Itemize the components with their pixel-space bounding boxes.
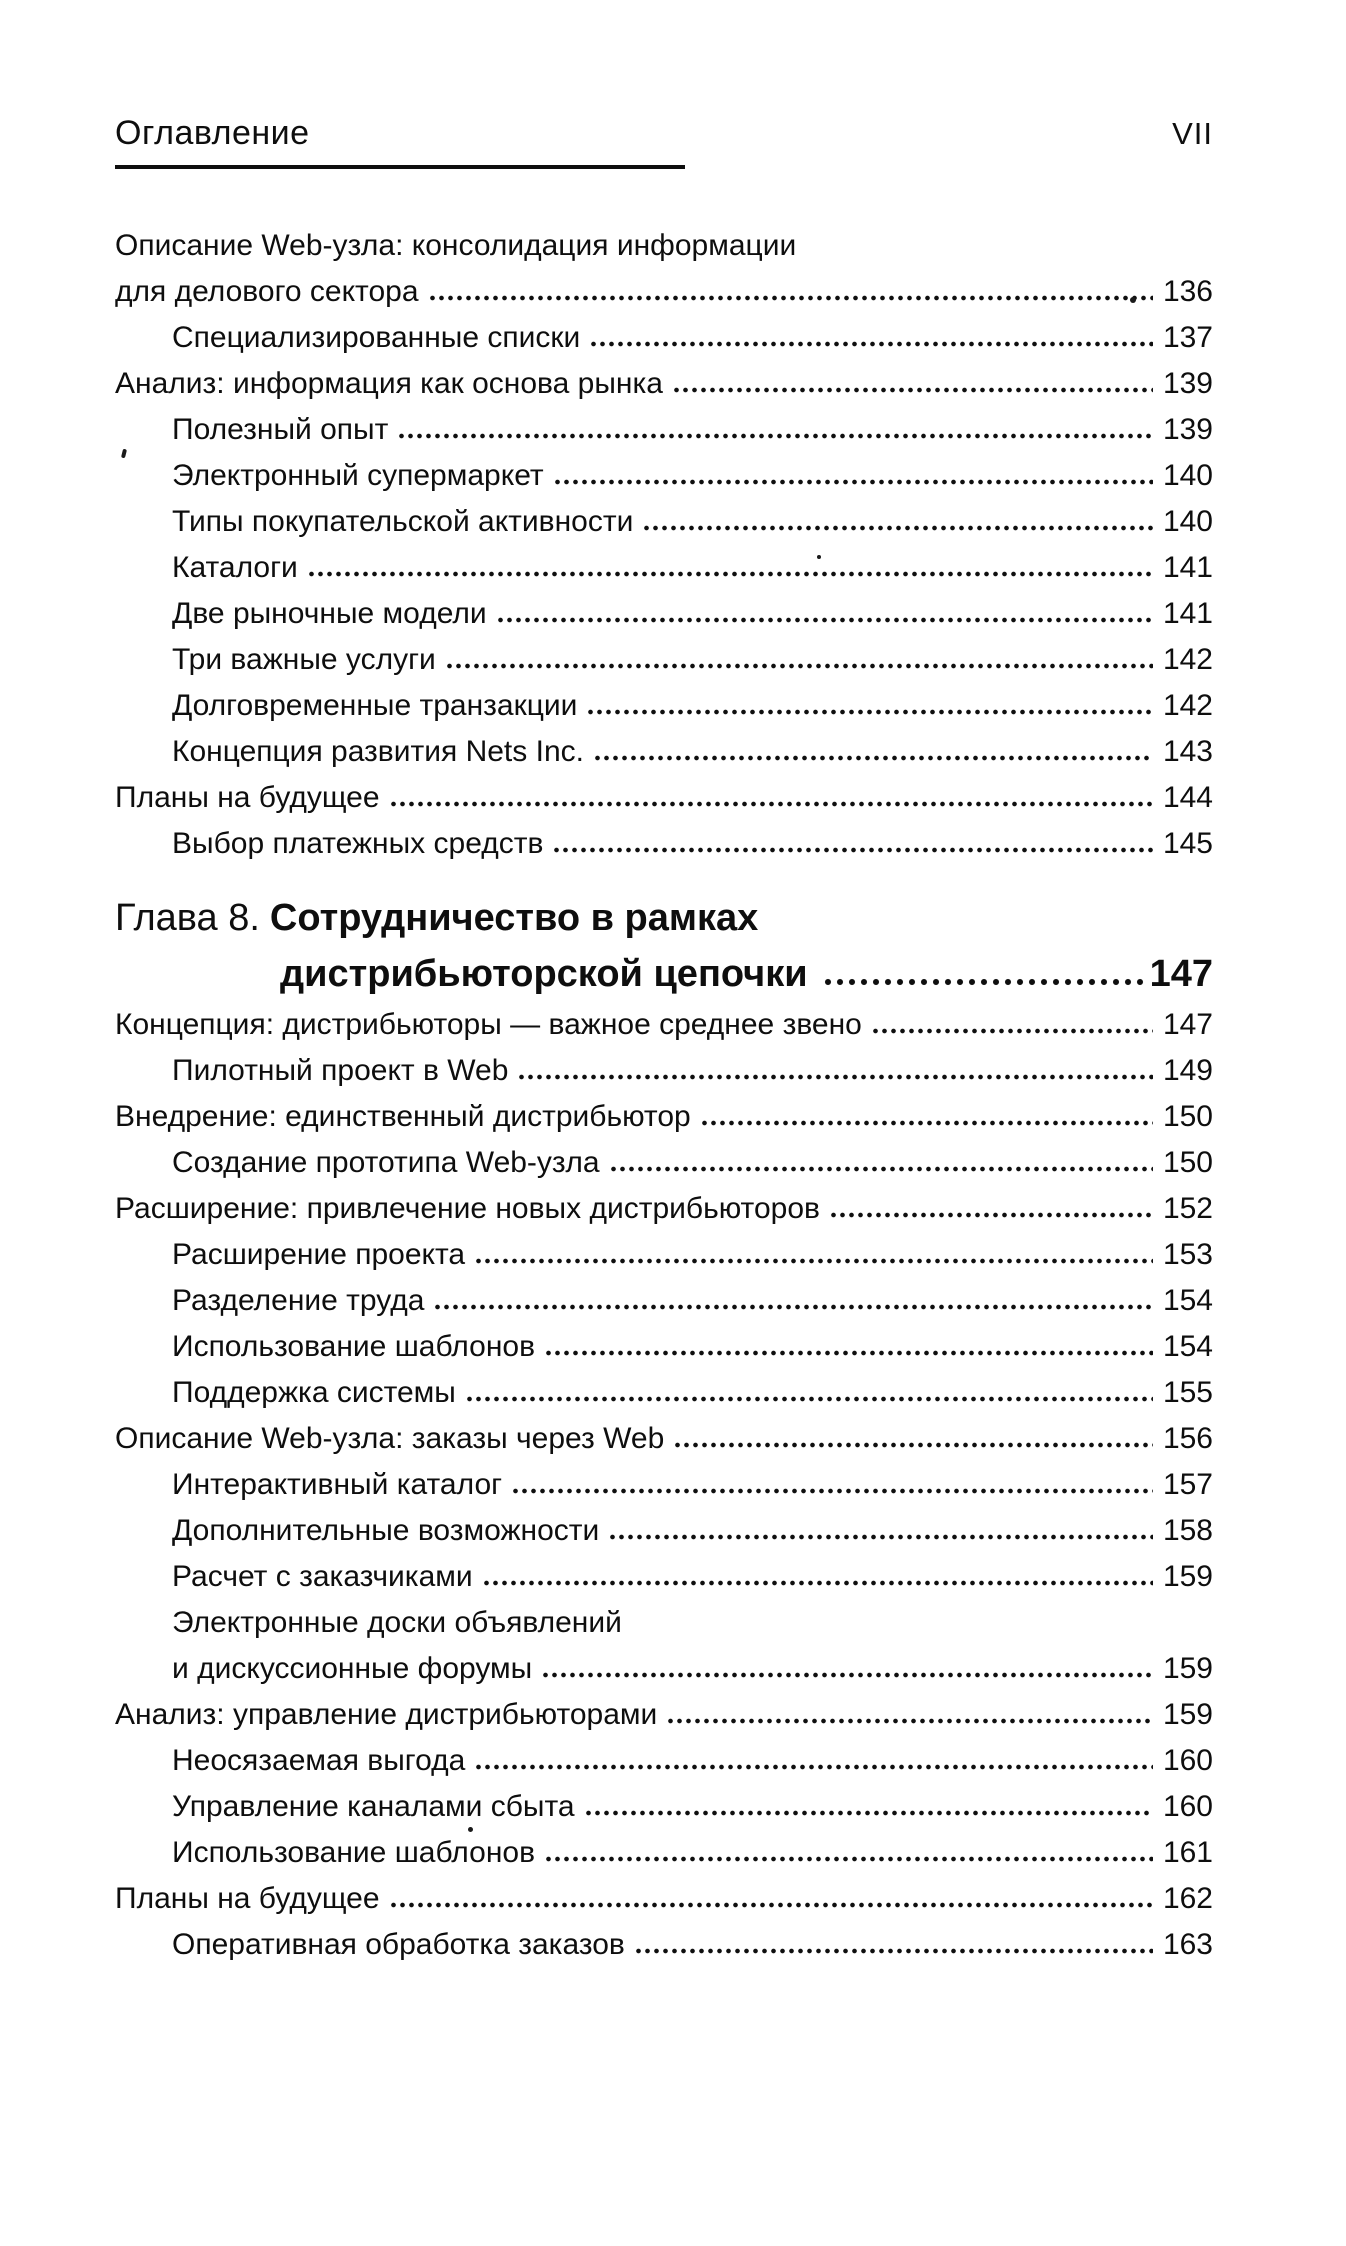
dot-leader	[474, 1258, 1153, 1264]
toc-entry-text: Выбор платежных средств	[172, 827, 544, 860]
dot-leader	[700, 1120, 1153, 1126]
toc-entry-text: Неосязаемая выгода	[172, 1744, 466, 1777]
toc-page-number: 150	[1162, 1146, 1213, 1179]
dot-leader	[465, 1396, 1153, 1402]
toc-entry-text: для делового сектора	[115, 275, 419, 308]
dot-leader	[544, 1856, 1153, 1862]
toc-entry-text: Поддержка системы	[172, 1376, 456, 1409]
toc-entry-row	[115, 1692, 1213, 1738]
dot-leader	[608, 1534, 1153, 1540]
toc-entry-text: Концепция развития Nets Inc.	[172, 735, 584, 768]
toc-entry	[115, 683, 1213, 729]
toc-entry	[115, 453, 1213, 499]
scan-speck	[1130, 297, 1136, 303]
dot-leader	[589, 341, 1153, 347]
toc-entry-row	[115, 1278, 1213, 1324]
toc-section-top	[115, 223, 1213, 867]
chapter-title-line2: дистрибьюторской цепочки	[280, 953, 808, 995]
toc-page-number: 140	[1162, 505, 1213, 538]
toc-entry	[115, 407, 1213, 453]
toc-entry-row	[115, 1508, 1213, 1554]
dot-leader	[482, 1580, 1153, 1586]
toc-entry-row	[115, 1002, 1213, 1048]
toc-page-number: 152	[1162, 1192, 1213, 1225]
toc-page-number: 160	[1162, 1744, 1213, 1777]
toc-entry	[115, 1002, 1213, 1048]
toc-entry	[115, 637, 1213, 683]
chapter-page-number: 147	[1149, 953, 1213, 995]
toc-entry-text: Планы на будущее	[115, 1882, 380, 1915]
toc-page-number: 159	[1162, 1698, 1213, 1731]
toc-page-number: 140	[1162, 459, 1213, 492]
toc-entry-row	[115, 1140, 1213, 1186]
toc-entry	[115, 1278, 1213, 1324]
toc-page-number: 150	[1162, 1100, 1213, 1133]
header-rule	[115, 165, 685, 169]
toc-page-number: 141	[1162, 551, 1213, 584]
chapter-number: Глава 8.	[115, 897, 260, 939]
toc-entry-text: Расширение проекта	[172, 1238, 466, 1271]
toc-page-number: 155	[1162, 1376, 1213, 1409]
dot-leader	[397, 433, 1153, 439]
toc-entry-row	[115, 1094, 1213, 1140]
toc-entry	[115, 1048, 1213, 1094]
toc-entry-text: Расчет с заказчиками	[172, 1560, 473, 1593]
toc-entry	[115, 1600, 1213, 1692]
toc-entry-row	[115, 545, 1213, 591]
toc-entry-text: Интерактивный каталог	[172, 1468, 503, 1501]
toc-entry	[115, 729, 1213, 775]
toc-entry	[115, 499, 1213, 545]
toc-entry	[115, 775, 1213, 821]
toc-entry-row	[115, 1232, 1213, 1278]
toc-entry-text: Концепция: дистрибьюторы — важное среднее звено	[115, 1008, 862, 1041]
toc-entry-text: Использование шаблонов	[172, 1836, 536, 1869]
toc-entry	[115, 591, 1213, 637]
toc-entry-text: Использование шаблонов	[172, 1330, 536, 1363]
toc-entry-row	[115, 407, 1213, 453]
toc-entry-row	[115, 269, 1213, 315]
toc-entry-row	[115, 499, 1213, 545]
toc-page-number: 139	[1162, 413, 1213, 446]
toc-entry	[115, 1416, 1213, 1462]
toc-entry	[115, 1186, 1213, 1232]
toc-entry-row	[115, 1554, 1213, 1600]
toc-page-number: 144	[1162, 781, 1213, 814]
toc-entry-text: и дискуссионные форумы	[172, 1652, 533, 1685]
dot-leader	[389, 1902, 1153, 1908]
dot-leader	[517, 1074, 1153, 1080]
dot-leader	[445, 663, 1153, 669]
toc-page-number: 163	[1162, 1928, 1213, 1961]
toc-entry	[115, 1094, 1213, 1140]
toc-entry	[115, 821, 1213, 867]
toc-entry	[115, 1784, 1213, 1830]
dot-leader	[593, 755, 1153, 761]
toc-entry-text: Расширение: привлечение новых дистрибьюторов	[115, 1192, 820, 1225]
toc-page-number: 154	[1162, 1284, 1213, 1317]
toc-entry	[115, 1232, 1213, 1278]
toc-page-number: 161	[1162, 1836, 1213, 1869]
toc-entry-row	[115, 453, 1213, 499]
toc-page-number: 156	[1162, 1422, 1213, 1455]
toc-entry-text: Три важные услуги	[172, 643, 436, 676]
toc-entry-text: Дополнительные возможности	[172, 1514, 600, 1547]
toc-page-number: 159	[1162, 1560, 1213, 1593]
toc-entry-row	[115, 1462, 1213, 1508]
toc-entry	[115, 223, 1213, 315]
toc-entry-row	[115, 1186, 1213, 1232]
dot-leader	[474, 1764, 1153, 1770]
dot-leader	[584, 1810, 1153, 1816]
dot-leader	[822, 978, 1148, 986]
toc-page-number: 141	[1162, 597, 1213, 630]
toc-page-number: 157	[1162, 1468, 1213, 1501]
toc-entry-text: Электронные доски объявлений	[172, 1606, 622, 1639]
toc-entry	[115, 1876, 1213, 1922]
toc-entry-text: Анализ: управление дистрибьюторами	[115, 1698, 658, 1731]
toc-entry-row	[115, 1324, 1213, 1370]
toc-entry-text: Описание Web-узла: консолидация информации	[115, 229, 797, 262]
toc-page-number: 136	[1162, 275, 1213, 308]
toc-entry-text: Полезный опыт	[172, 413, 389, 446]
scan-speck	[817, 555, 821, 559]
toc-entry-text: Разделение труда	[172, 1284, 425, 1317]
toc-page-number: 159	[1162, 1652, 1213, 1685]
toc-entry-row	[115, 315, 1213, 361]
toc-entry-row	[115, 1048, 1213, 1094]
scan-speck	[468, 1827, 473, 1832]
toc-entry-row	[115, 1830, 1213, 1876]
toc-entry-row	[115, 1784, 1213, 1830]
toc-entry	[115, 1554, 1213, 1600]
toc-entry	[115, 1324, 1213, 1370]
toc-entry-row	[115, 1738, 1213, 1784]
toc-entry-text: Типы покупательской активности	[172, 505, 634, 538]
toc-list	[115, 223, 1213, 1968]
dot-leader	[544, 1350, 1153, 1356]
toc-entry-text: Описание Web-узла: заказы через Web	[115, 1422, 665, 1455]
toc-entry-row	[115, 637, 1213, 683]
toc-page-number: 149	[1162, 1054, 1213, 1087]
dot-leader	[829, 1212, 1153, 1218]
toc-page-number: 147	[1162, 1008, 1213, 1041]
dot-leader	[541, 1672, 1153, 1678]
toc-entry	[115, 1462, 1213, 1508]
toc-page-number: 153	[1162, 1238, 1213, 1271]
dot-leader	[672, 387, 1153, 393]
toc-entry-text: Две рыночные модели	[172, 597, 487, 630]
toc-entry-text: Пилотный проект в Web	[172, 1054, 509, 1087]
dot-leader	[634, 1948, 1153, 1954]
toc-entry-row	[115, 1370, 1213, 1416]
toc-entry-text: Специализированные списки	[172, 321, 581, 354]
dot-leader	[553, 479, 1153, 485]
dot-leader	[511, 1488, 1153, 1494]
running-head	[115, 110, 1213, 169]
toc-entry-text: Электронный супермаркет	[172, 459, 544, 492]
toc-entry-row	[115, 1922, 1213, 1968]
toc-entry-row	[115, 361, 1213, 407]
toc-entry-row	[115, 821, 1213, 867]
toc-entry-text: Анализ: информация как основа рынка	[115, 367, 663, 400]
toc-entry	[115, 315, 1213, 361]
toc-entry-row	[115, 729, 1213, 775]
toc-entry-row	[115, 1646, 1213, 1692]
toc-entry	[115, 361, 1213, 407]
toc-entry	[115, 1692, 1213, 1738]
toc-entry-text: Создание прототипа Web-узла	[172, 1146, 600, 1179]
toc-page-number: 139	[1162, 367, 1213, 400]
toc-entry	[115, 545, 1213, 591]
toc-entry-text: Долговременные транзакции	[172, 689, 578, 722]
toc-page-number: 162	[1162, 1882, 1213, 1915]
toc-entry-row	[115, 683, 1213, 729]
toc-entry	[115, 1370, 1213, 1416]
toc-page-number: 142	[1162, 643, 1213, 676]
dot-leader	[666, 1718, 1153, 1724]
toc-entry	[115, 1738, 1213, 1784]
toc-entry-text: Внедрение: единственный дистрибьютор	[115, 1100, 691, 1133]
dot-leader	[389, 801, 1153, 807]
page-title: Оглавление	[115, 114, 310, 152]
toc-page-number: 145	[1162, 827, 1213, 860]
toc-entry-text: Каталоги	[172, 551, 298, 584]
toc-page-number: 142	[1162, 689, 1213, 722]
toc-page-number: 137	[1162, 321, 1213, 354]
toc-entry-text: Оперативная обработка заказов	[172, 1928, 625, 1961]
toc-entry-row	[115, 591, 1213, 637]
dot-leader	[673, 1442, 1153, 1448]
dot-leader	[871, 1028, 1153, 1034]
folio-page-number: VII	[1172, 116, 1213, 151]
dot-leader	[428, 295, 1153, 301]
toc-page-number: 160	[1162, 1790, 1213, 1823]
toc-entry	[115, 1140, 1213, 1186]
toc-entry	[115, 1922, 1213, 1968]
dot-leader	[307, 571, 1153, 577]
dot-leader	[609, 1166, 1153, 1172]
dot-leader	[642, 525, 1153, 531]
chapter-title-line1: Сотрудничество в рамках	[269, 897, 759, 939]
toc-entry-text: Управление каналами сбыта	[172, 1790, 575, 1823]
dot-leader	[552, 847, 1153, 853]
chapter-heading	[115, 890, 1213, 1002]
toc-entry-row	[115, 1876, 1213, 1922]
toc-section-bottom	[115, 1002, 1213, 1968]
toc-entry	[115, 1508, 1213, 1554]
toc-entry	[115, 1830, 1213, 1876]
toc-entry-text: Планы на будущее	[115, 781, 380, 814]
toc-page-number: 154	[1162, 1330, 1213, 1363]
toc-entry-row	[115, 775, 1213, 821]
toc-page-number: 143	[1162, 735, 1213, 768]
toc-entry-row	[115, 1416, 1213, 1462]
dot-leader	[586, 709, 1153, 715]
dot-leader	[496, 617, 1153, 623]
dot-leader	[433, 1304, 1152, 1310]
toc-page-number: 158	[1162, 1514, 1213, 1547]
